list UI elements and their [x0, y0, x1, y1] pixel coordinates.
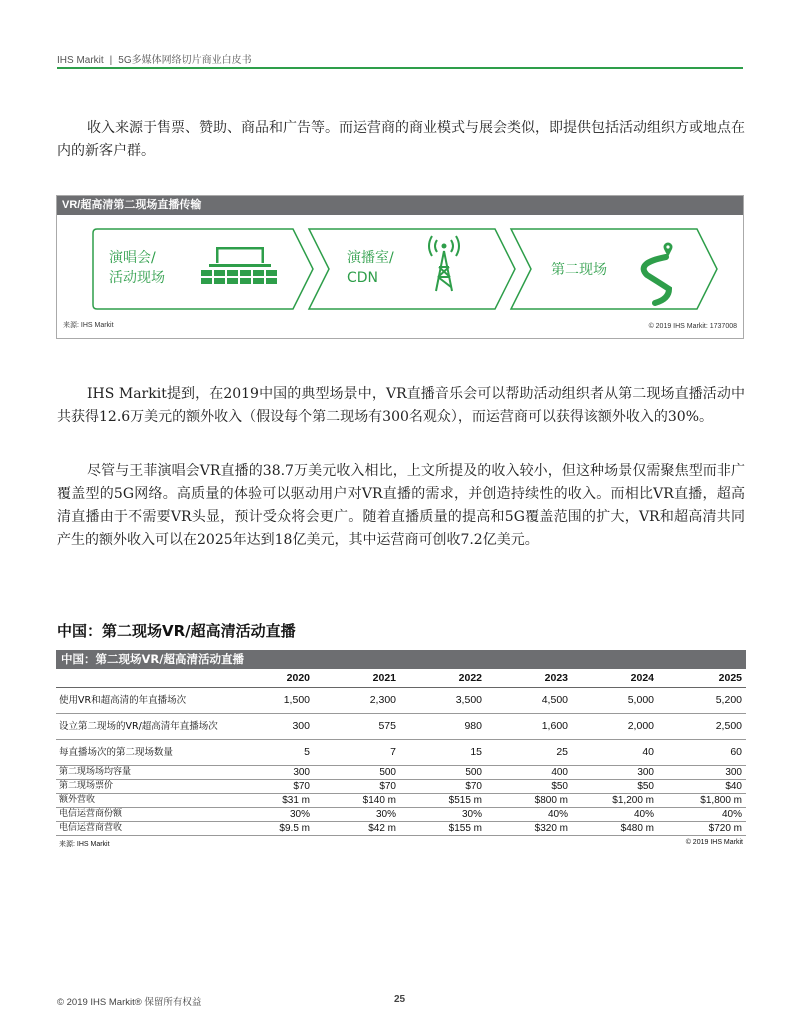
cell: 980 — [400, 713, 486, 739]
cell: 2,000 — [572, 713, 658, 739]
cell: $40 — [658, 779, 746, 793]
cell: $800 m — [486, 793, 572, 807]
table-title: 中国：第二现场VR/超高清活动直播 — [56, 650, 746, 669]
flow-step-1-chevron — [93, 229, 313, 309]
cell: 15 — [400, 739, 486, 765]
row-label: 电信运营商营收 — [56, 821, 228, 835]
cell: 4,500 — [486, 687, 572, 713]
cell: 30% — [228, 807, 314, 821]
cell: 300 — [572, 765, 658, 779]
cell: 2,300 — [314, 687, 400, 713]
header-year: 2023 — [486, 669, 572, 687]
row-label: 设立第二现场的VR/超高清年直播场次 — [56, 713, 228, 739]
row-label: 第二现场票价 — [56, 779, 228, 793]
figure-flow-diagram — [57, 215, 743, 320]
cell: 5,000 — [572, 687, 658, 713]
cell: 40 — [572, 739, 658, 765]
flow-step-3-chevron — [511, 229, 717, 309]
cell: $140 m — [314, 793, 400, 807]
cell: 300 — [228, 713, 314, 739]
data-table — [56, 669, 746, 836]
table-footer — [56, 836, 746, 850]
cell: 3,500 — [400, 687, 486, 713]
row-label: 额外营收 — [56, 793, 228, 807]
cell: $31 m — [228, 793, 314, 807]
cell: 5,200 — [658, 687, 746, 713]
table-source: 来源: IHS Markit — [59, 840, 110, 848]
cell: $1,200 m — [572, 793, 658, 807]
table-row — [56, 713, 746, 739]
row-label: 第二现场场均容量 — [56, 765, 228, 779]
cell: $1,800 m — [658, 793, 746, 807]
cell: $70 — [228, 779, 314, 793]
cell: 400 — [486, 765, 572, 779]
figure-title: VR/超高清第二现场直播传输 — [57, 196, 743, 215]
header-year: 2025 — [658, 669, 746, 687]
cell: 1,600 — [486, 713, 572, 739]
cell: 2,500 — [658, 713, 746, 739]
row-label: 每直播场次的第二现场数量 — [56, 739, 228, 765]
cell: $320 m — [486, 821, 572, 835]
cell: 7 — [314, 739, 400, 765]
table-copyright: © 2019 IHS Markit — [685, 838, 743, 846]
cell: 5 — [228, 739, 314, 765]
figure-vr-transmission — [56, 195, 744, 339]
table-row — [56, 793, 746, 807]
page-header — [57, 51, 252, 66]
cell: $720 m — [658, 821, 746, 835]
cell: $70 — [314, 779, 400, 793]
table-heading: 中国：第二现场VR/超高清活动直播 — [57, 622, 296, 640]
cell: $480 m — [572, 821, 658, 835]
header-doc-title: 5G多媒体网络切片商业白皮书 — [118, 55, 252, 66]
paragraph-3: 尽管与王菲演唱会VR直播的38.7万美元收入相比，上文所提及的收入较小，但这种场景仅需聚焦型而非广覆盖型的5G网络。高质量的体验可以驱动用户对VR直播的需求，并创造持续性的收入。而相比VR直播，超高清直播由于不需要VR头显，预计受众将会更广。随着直播质量的提高和5G覆盖范围的扩大，VR和超高清共同产生的额外收入可以在2025年达到18亿美元，其中运营商可创收7.2亿美元。 — [57, 463, 745, 548]
header-rule — [57, 67, 743, 69]
table-row — [56, 821, 746, 835]
cell: 500 — [314, 765, 400, 779]
header-year: 2022 — [400, 669, 486, 687]
cell: $42 m — [314, 821, 400, 835]
cell: 40% — [572, 807, 658, 821]
cell: 1,500 — [228, 687, 314, 713]
cell: 40% — [658, 807, 746, 821]
header-brand: IHS Markit — [57, 55, 104, 66]
flow-step-1-line2: 活动现场 — [109, 270, 165, 286]
cell: 60 — [658, 739, 746, 765]
page-number: 25 — [394, 994, 406, 1005]
cell: 300 — [658, 765, 746, 779]
flow-step-2-line1: 演播室/ — [347, 250, 394, 266]
header-year: 2020 — [228, 669, 314, 687]
cell: 300 — [228, 765, 314, 779]
row-label: 使用VR和超高清的年直播场次 — [56, 687, 228, 713]
cell: $50 — [572, 779, 658, 793]
row-label: 电信运营商份额 — [56, 807, 228, 821]
header-empty — [56, 669, 228, 687]
cell: 30% — [314, 807, 400, 821]
paragraph-1: 收入来源于售票、赞助、商品和广告等。而运营商的商业模式与展会类似，即提供包括活动组织方或地点在内的新客户群。 — [57, 120, 745, 159]
table-row — [56, 687, 746, 713]
table-row — [56, 765, 746, 779]
flow-step-2-chevron — [309, 229, 515, 309]
table-row — [56, 779, 746, 793]
cell: $515 m — [400, 793, 486, 807]
revenue-table — [56, 650, 746, 850]
table-header-row — [56, 669, 746, 687]
header-year: 2024 — [572, 669, 658, 687]
cell: 25 — [486, 739, 572, 765]
flow-step-3-line1: 第二现场 — [551, 262, 607, 278]
cell: 30% — [400, 807, 486, 821]
cell: $50 — [486, 779, 572, 793]
cell: 575 — [314, 713, 400, 739]
cell: $155 m — [400, 821, 486, 835]
header-separator: | — [109, 55, 113, 66]
paragraph-2: IHS Markit提到，在2019中国的典型场景中，VR直播音乐会可以帮助活动组织者从第二现场直播活动中共获得12.6万美元的额外收入（假设每个第二现场有300名观众），而运营商可以获得该额外收入的30%。 — [57, 386, 745, 425]
table-row — [56, 739, 746, 765]
flow-step-2-line2: CDN — [347, 270, 379, 286]
figure-copyright: © 2019 IHS Markit: 1737008 — [648, 323, 737, 330]
page-footer-copyright: © 2019 IHS Markit® 保留所有权益 — [57, 997, 202, 1008]
flow-step-1-line1: 演唱会/ — [109, 250, 156, 266]
figure-source: 来源: IHS Markit — [63, 322, 114, 329]
cell: 500 — [400, 765, 486, 779]
table-row — [56, 807, 746, 821]
cell: 40% — [486, 807, 572, 821]
header-year: 2021 — [314, 669, 400, 687]
cell: $9.5 m — [228, 821, 314, 835]
cell: $70 — [400, 779, 486, 793]
